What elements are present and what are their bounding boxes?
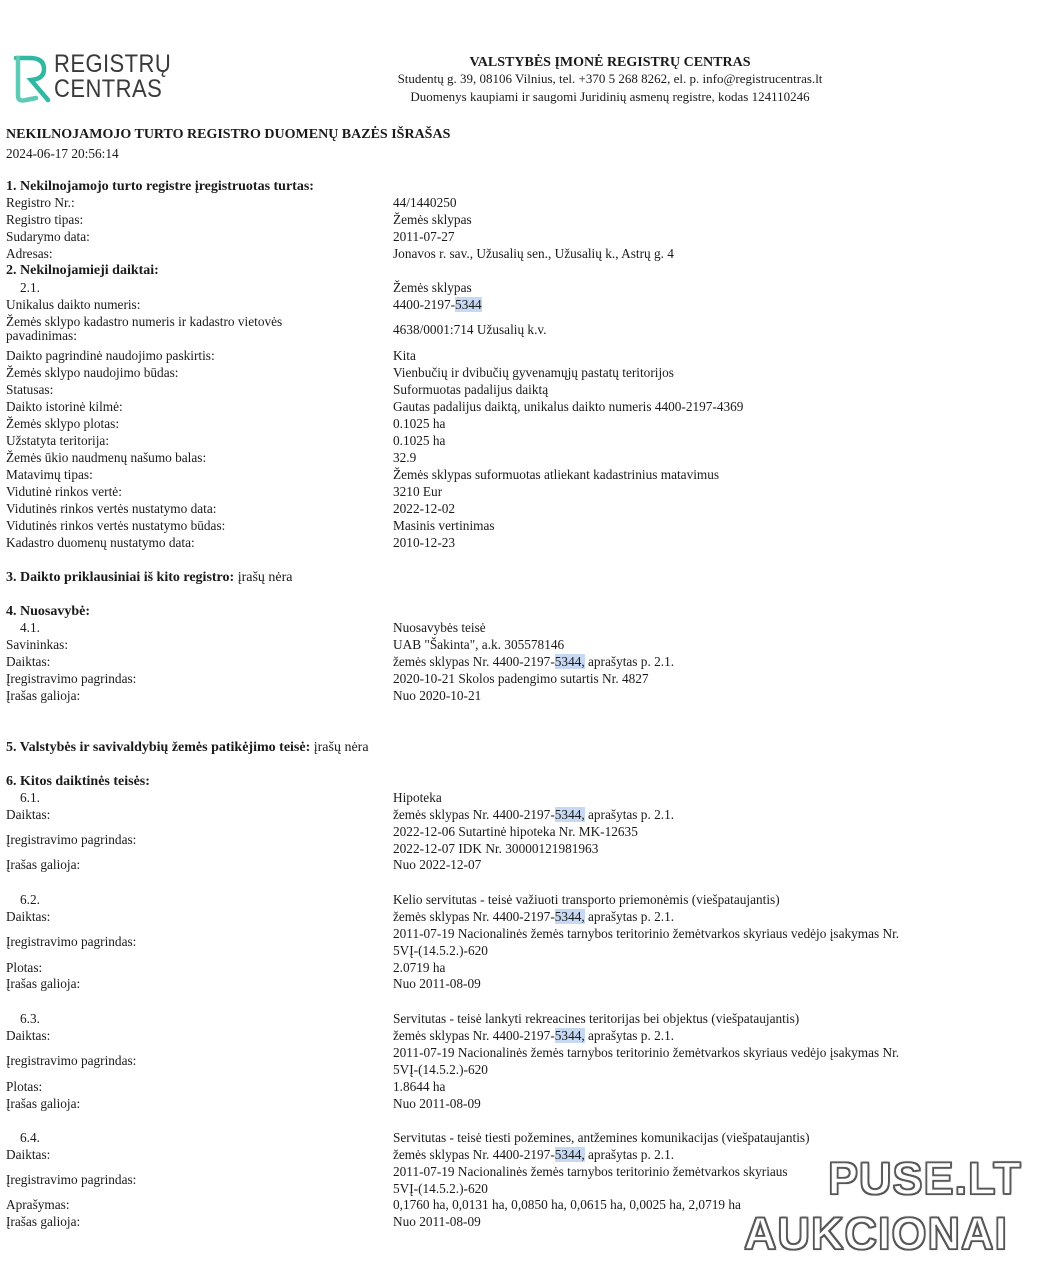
logo-line1: REGISTRŲ [54, 50, 172, 78]
org-registry: Duomenys kaupiami ir saugomi Juridinių asmenų registre, kodas 124110246 [410, 89, 810, 104]
org-name: VALSTYBĖS ĮMONĖ REGISTRŲ CENTRAS [469, 55, 751, 70]
highlight-5344: 5344 [455, 297, 482, 312]
document-datetime: 2024-06-17 20:56:14 [6, 146, 119, 161]
document-title: NEKILNOJAMOJO TURTO REGISTRO DUOMENŲ BAZĖS IŠRAŠAS [6, 127, 451, 142]
section-3-heading: 3. Daikto priklausiniai iš kito registro: įrašų nėra [6, 570, 293, 585]
section-4-heading: 4. Nuosavybė: [6, 604, 91, 619]
section-6-heading: 6. Kitos daiktinės teisės: [6, 774, 150, 789]
section-5-heading: 5. Valstybės ir savivaldybių žemės patikėjimo teisė: įrašų nėra [6, 740, 369, 755]
watermark-line1: PUSE.LT [828, 1153, 1022, 1204]
section-2-heading: 2. Nekilnojamieji daiktai: [6, 263, 159, 278]
logo-line2: CENTRAS [54, 75, 163, 103]
watermark-line2: AUKCIONAI [744, 1208, 1008, 1259]
registru-centras-logo-icon [10, 52, 54, 106]
logo-wordmark [54, 52, 171, 102]
org-address: Studentų g. 39, 08106 Vilnius, tel. +370 5 268 8262, el. p. info@registrucentras.lt [397, 71, 823, 86]
section-1-heading: 1. Nekilnojamojo turto registre įregistruotas turtas: [6, 179, 314, 194]
